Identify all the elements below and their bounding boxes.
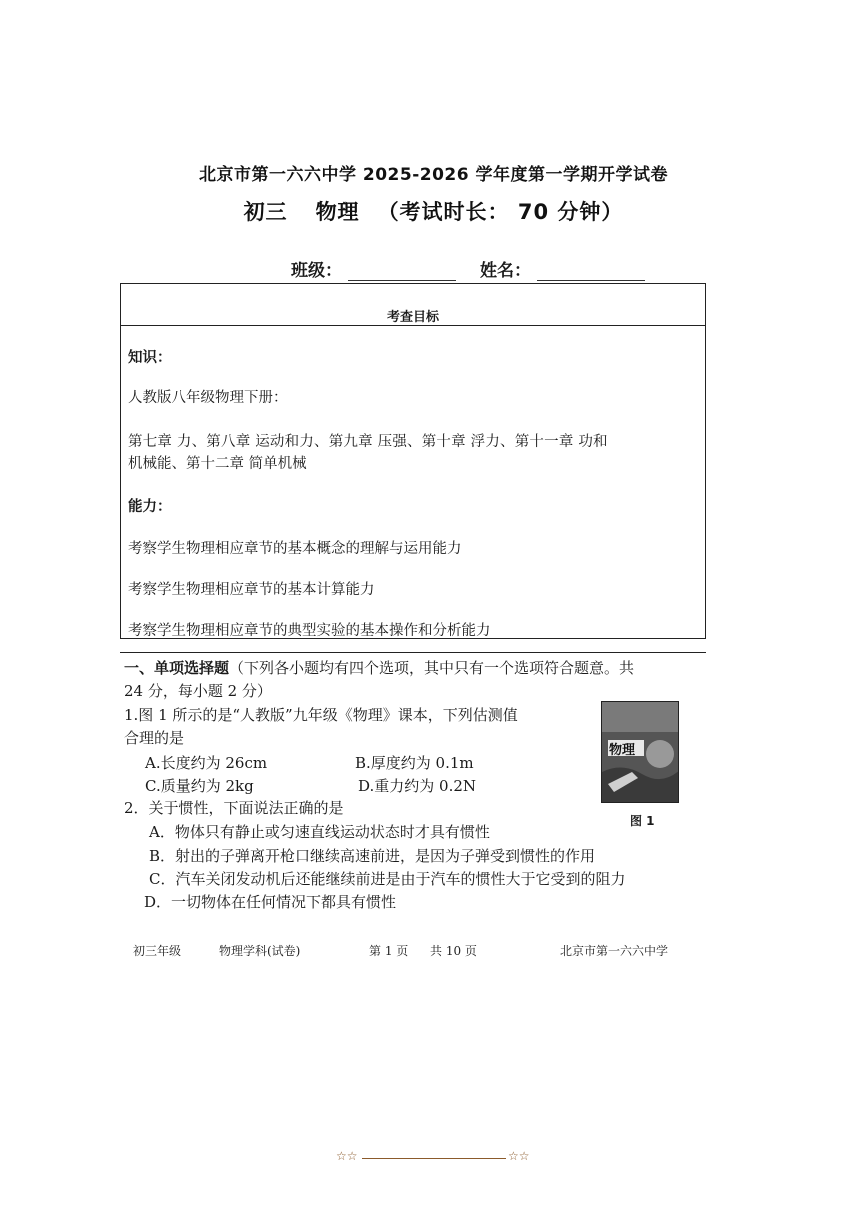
textbook-cover-image — [601, 701, 679, 803]
objectives-header: 考查目标 — [386, 310, 439, 325]
subject-label: 物理 — [315, 200, 360, 224]
name-label: 姓名： — [480, 261, 531, 281]
textbook-line: 人教版八年级物理下册： — [128, 390, 288, 406]
q1-option-a: A.长度约为 26cm — [145, 754, 268, 772]
section-divider — [120, 652, 706, 653]
section-heading — [124, 657, 634, 678]
q2-option-a: A．物体只有静止或匀速直线运动状态时才具有惯性 — [149, 823, 490, 841]
textbook-cover-title: 物理 — [609, 743, 636, 758]
name-blank-line — [537, 266, 645, 281]
star-right-icon: ☆☆ — [508, 1149, 530, 1163]
q1-option-d: D.重力约为 0.2N — [358, 777, 477, 795]
footer-school: 北京市第一六六中学 — [560, 944, 669, 958]
section-instructions: （下列各小题均有四个选项，其中只有一个选项符合题意。共 — [229, 659, 635, 677]
objectives-box — [120, 283, 706, 639]
duration-label: （考试时长： 70 分钟） — [377, 200, 624, 224]
class-label: 班级： — [291, 261, 342, 281]
class-blank-line — [348, 266, 456, 281]
q1-option-c: C.质量约为 2kg — [145, 777, 254, 795]
ability-item: 考察学生物理相应章节的基本概念的理解与运用能力 — [128, 541, 462, 557]
q2-option-c: C．汽车关闭发动机后还能继续前进是由于汽车的惯性大于它受到的阻力 — [149, 870, 626, 888]
section-title: 一、单项选择题 — [124, 659, 230, 677]
class-field — [291, 256, 456, 281]
chapters-line-2: 机械能、第十二章 简单机械 — [128, 456, 307, 472]
q1-stem-line-2: 合理的是 — [124, 729, 185, 747]
exam-school-title: 北京市第一六六中学 2025-2026 学年度第一学期开学试卷 — [198, 165, 669, 185]
star-left-icon: ☆☆ — [336, 1149, 358, 1163]
exam-subject-title — [0, 196, 867, 226]
bottom-decoration — [336, 1149, 532, 1166]
decoration-line — [362, 1158, 506, 1159]
chapters-line-1: 第七章 力、第八章 运动和力、第九章 压强、第十章 浮力、第十一章 功和 — [128, 434, 608, 450]
footer-grade: 初三年级 — [133, 944, 182, 958]
ability-label: 能力： — [128, 499, 172, 515]
q2-option-b: B．射出的子弹离开枪口继续高速前进，是因为子弹受到惯性的作用 — [149, 847, 596, 865]
q2-option-d: D．一切物体在任何情况下都具有惯性 — [144, 893, 397, 911]
figure-caption: 图 1 — [630, 814, 655, 828]
q2-stem: 2．关于惯性，下面说法正确的是 — [124, 799, 344, 817]
name-field — [480, 256, 645, 281]
footer-total-pages: 共 10 页 — [430, 944, 477, 958]
objectives-header-row — [121, 284, 705, 326]
ability-item: 考察学生物理相应章节的基本计算能力 — [128, 582, 375, 598]
section-instructions-cont: 24 分，每小题 2 分） — [124, 682, 272, 700]
grade-label: 初三 — [243, 200, 288, 224]
q1-stem-line-1: 1.图 1 所示的是“人教版”九年级《物理》课本，下列估测值 — [124, 706, 518, 724]
footer-subject: 物理学科(试卷) — [219, 944, 301, 958]
ability-item: 考察学生物理相应章节的典型实验的基本操作和分析能力 — [128, 623, 491, 639]
knowledge-label: 知识： — [128, 350, 172, 366]
q1-option-b: B.厚度约为 0.1m — [355, 754, 474, 772]
footer-page: 第 1 页 — [369, 944, 409, 958]
